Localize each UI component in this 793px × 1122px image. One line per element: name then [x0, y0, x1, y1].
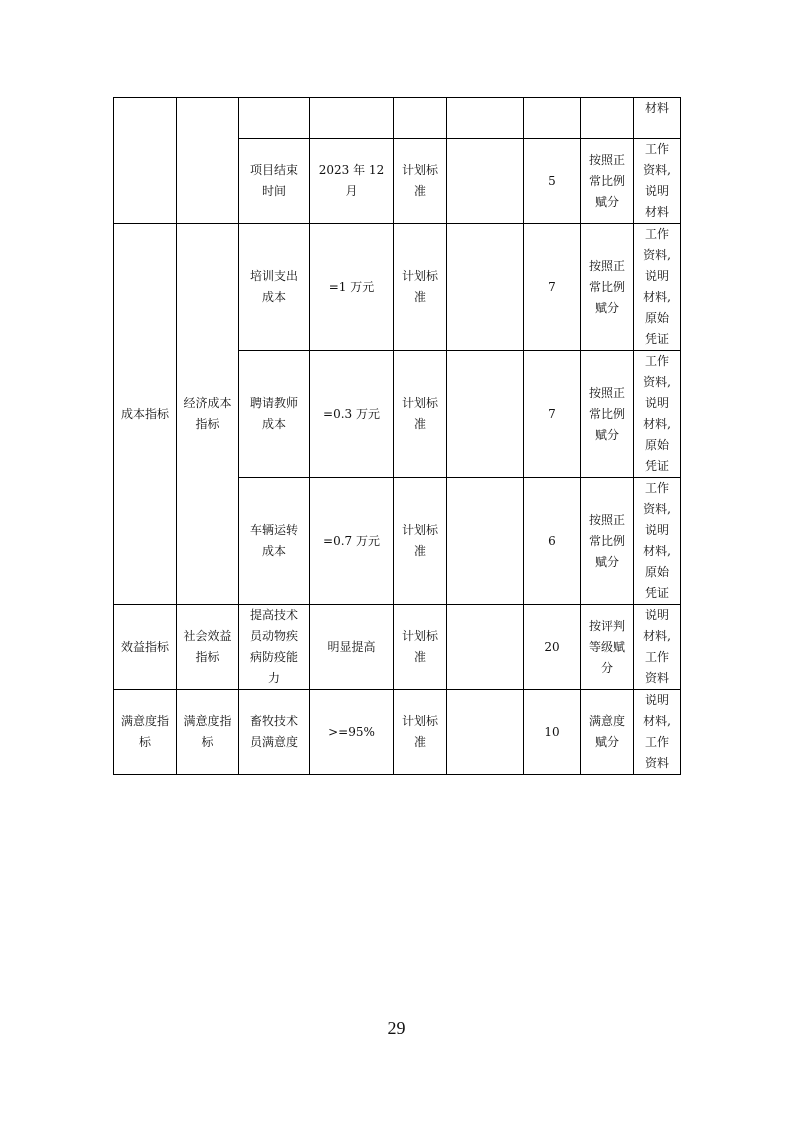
table-cell-basis [394, 98, 447, 139]
table-cell-basis: 计划标 准 [394, 478, 447, 605]
table-cell-third-level-indicator: 提高技术 员动物疾 病防疫能 力 [239, 605, 310, 690]
table-cell-scoring-method: 按照正 常比例 赋分 [581, 478, 634, 605]
table-cell-evidence: 说明 材料, 工作 资料 [634, 690, 681, 775]
table-cell-scoring-method: 按评判 等级赋 分 [581, 605, 634, 690]
table-cell-score: 7 [524, 351, 581, 478]
table-cell-evidence: 工作 资料, 说明 材料, 原始 凭证 [634, 224, 681, 351]
table-cell-scoring-method: 满意度 赋分 [581, 690, 634, 775]
table-cell-target-value: 2023 年 12 月 [310, 139, 394, 224]
table-cell-basis: 计划标 准 [394, 139, 447, 224]
table-cell-target-value: =0.7 万元 [310, 478, 394, 605]
table-cell-target-value [310, 98, 394, 139]
table-cell-scoring-method: 按照正 常比例 赋分 [581, 224, 634, 351]
table-row [114, 605, 681, 690]
table-cell-third-level-indicator [239, 98, 310, 139]
table-cell-empty [447, 139, 524, 224]
table-cell-empty [447, 351, 524, 478]
table-cell-evidence: 工作 资料, 说明 材料 [634, 139, 681, 224]
table-cell-evidence: 材料 [634, 98, 681, 139]
page-number: 29 [387, 1018, 406, 1038]
table-cell-first-level-indicator: 成本指标 [114, 224, 177, 605]
table-cell-score [524, 98, 581, 139]
table-cell-score: 6 [524, 478, 581, 605]
table-cell-third-level-indicator: 聘请教师 成本 [239, 351, 310, 478]
table-cell-evidence: 工作 资料, 说明 材料, 原始 凭证 [634, 478, 681, 605]
table-cell-empty [447, 605, 524, 690]
table-cell-basis: 计划标 准 [394, 351, 447, 478]
performance-indicator-table [113, 97, 681, 775]
table-cell-third-level-indicator: 车辆运转 成本 [239, 478, 310, 605]
table-cell-second-level-indicator [177, 98, 239, 224]
table-cell-third-level-indicator: 畜牧技术 员满意度 [239, 690, 310, 775]
table-cell-target-value: =0.3 万元 [310, 351, 394, 478]
table-cell-target-value: =1 万元 [310, 224, 394, 351]
table-cell-empty [447, 224, 524, 351]
table-cell-basis: 计划标 准 [394, 605, 447, 690]
table-cell-score: 20 [524, 605, 581, 690]
table-cell-empty [447, 98, 524, 139]
table-row [114, 224, 681, 351]
table-cell-evidence: 说明 材料, 工作 资料 [634, 605, 681, 690]
table-row [114, 690, 681, 775]
table-cell-second-level-indicator: 满意度指 标 [177, 690, 239, 775]
table-cell-evidence: 工作 资料, 说明 材料, 原始 凭证 [634, 351, 681, 478]
table-cell-empty [447, 690, 524, 775]
table-cell-third-level-indicator: 培训支出 成本 [239, 224, 310, 351]
table-cell-first-level-indicator: 效益指标 [114, 605, 177, 690]
table-cell-scoring-method: 按照正 常比例 赋分 [581, 351, 634, 478]
table-cell-target-value: >=95% [310, 690, 394, 775]
table-cell-basis: 计划标 准 [394, 224, 447, 351]
table-cell-first-level-indicator [114, 98, 177, 224]
table-cell-scoring-method [581, 98, 634, 139]
table-cell-first-level-indicator: 满意度指 标 [114, 690, 177, 775]
table-cell-target-value: 明显提高 [310, 605, 394, 690]
table-cell-score: 5 [524, 139, 581, 224]
table-cell-score: 10 [524, 690, 581, 775]
table-cell-second-level-indicator: 社会效益 指标 [177, 605, 239, 690]
table-cell-third-level-indicator: 项目结束 时间 [239, 139, 310, 224]
table-cell-basis: 计划标 准 [394, 690, 447, 775]
table-cell-score: 7 [524, 224, 581, 351]
table-cell-empty [447, 478, 524, 605]
table-cell-second-level-indicator: 经济成本 指标 [177, 224, 239, 605]
table-row [114, 98, 681, 139]
table-cell-scoring-method: 按照正 常比例 赋分 [581, 139, 634, 224]
